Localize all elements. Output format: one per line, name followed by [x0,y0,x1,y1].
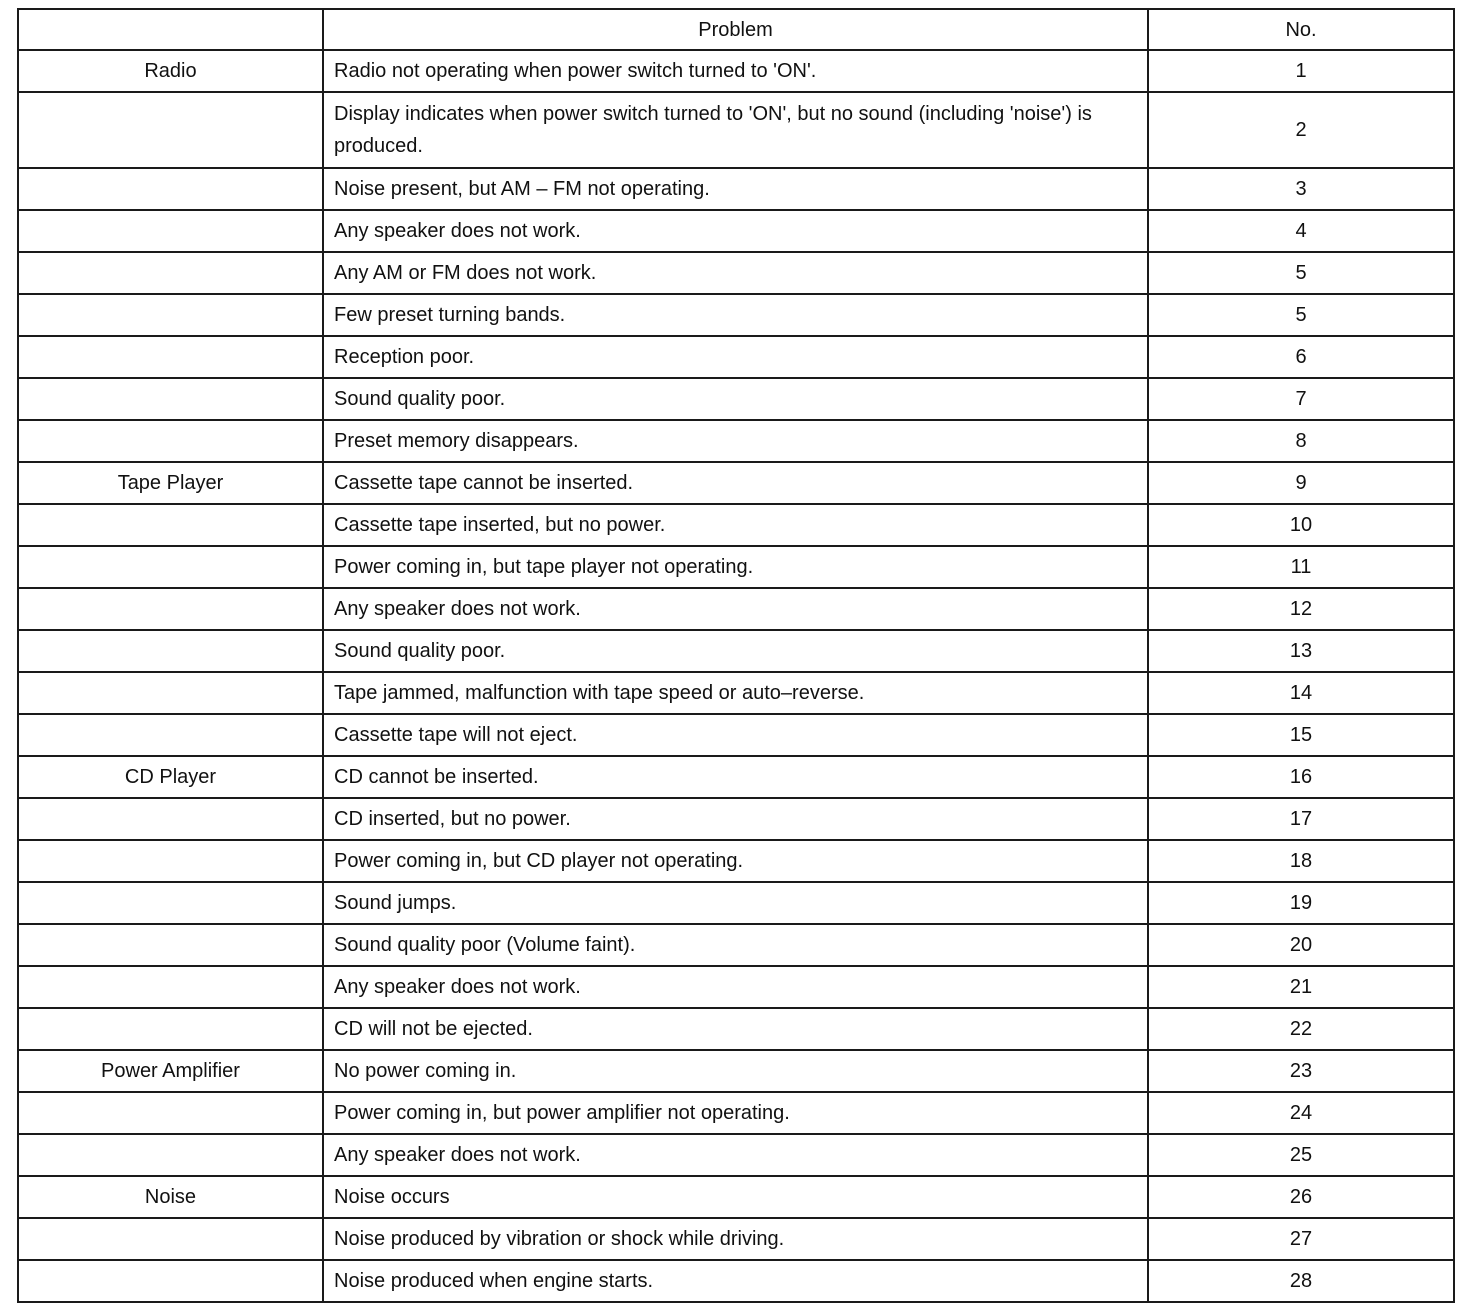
header-category [18,9,323,50]
table-row [18,168,1454,210]
table-row [18,630,1454,672]
problem-cell: Few preset turning bands. [323,294,1148,336]
problem-cell: Any speaker does not work. [323,1134,1148,1176]
number-cell: 18 [1148,840,1454,882]
number-cell: 9 [1148,462,1454,504]
category-cell [18,924,323,966]
table-row [18,966,1454,1008]
problem-cell: Noise produced by vibration or shock while driving. [323,1218,1148,1260]
category-cell [18,378,323,420]
category-cell [18,92,323,168]
category-cell [18,840,323,882]
table-row [18,50,1454,92]
table-row [18,714,1454,756]
table-row [18,420,1454,462]
number-cell: 17 [1148,798,1454,840]
number-cell: 5 [1148,294,1454,336]
number-cell: 10 [1148,504,1454,546]
number-cell: 16 [1148,756,1454,798]
problem-cell: Any speaker does not work. [323,210,1148,252]
category-cell [18,294,323,336]
problem-cell: Any speaker does not work. [323,588,1148,630]
category-cell [18,714,323,756]
problem-cell: Noise occurs [323,1176,1148,1218]
category-cell [18,1218,323,1260]
number-cell: 2 [1148,92,1454,168]
number-cell: 20 [1148,924,1454,966]
problem-cell: CD inserted, but no power. [323,798,1148,840]
problem-cell: No power coming in. [323,1050,1148,1092]
number-cell: 15 [1148,714,1454,756]
number-cell: 25 [1148,1134,1454,1176]
category-cell [18,1008,323,1050]
problem-cell: CD cannot be inserted. [323,756,1148,798]
category-cell [18,420,323,462]
table-row [18,924,1454,966]
table-row [18,1008,1454,1050]
table-row [18,1218,1454,1260]
category-cell [18,1260,323,1302]
category-cell [18,588,323,630]
table-row [18,336,1454,378]
problem-cell: Noise produced when engine starts. [323,1260,1148,1302]
table-row [18,1050,1454,1092]
table-row [18,294,1454,336]
table-row [18,210,1454,252]
category-cell [18,882,323,924]
problem-cell: Power coming in, but CD player not operating. [323,840,1148,882]
category-cell [18,630,323,672]
table-row [18,1260,1454,1302]
number-cell: 11 [1148,546,1454,588]
problem-cell: Radio not operating when power switch turned to 'ON'. [323,50,1148,92]
category-cell [18,1134,323,1176]
number-cell: 26 [1148,1176,1454,1218]
problem-cell: Cassette tape inserted, but no power. [323,504,1148,546]
category-cell: Tape Player [18,462,323,504]
category-cell [18,798,323,840]
table-row [18,92,1454,168]
category-cell [18,252,323,294]
number-cell: 3 [1148,168,1454,210]
table-row [18,252,1454,294]
problem-cell: Tape jammed, malfunction with tape speed or auto–reverse. [323,672,1148,714]
problem-cell: Sound quality poor. [323,378,1148,420]
problem-cell: Any speaker does not work. [323,966,1148,1008]
problem-cell: Cassette tape cannot be inserted. [323,462,1148,504]
number-cell: 24 [1148,1092,1454,1134]
troubleshooting-table [17,8,1455,1303]
category-cell: Radio [18,50,323,92]
category-cell: Power Amplifier [18,1050,323,1092]
number-cell: 27 [1148,1218,1454,1260]
number-cell: 19 [1148,882,1454,924]
number-cell: 22 [1148,1008,1454,1050]
number-cell: 6 [1148,336,1454,378]
table-row [18,588,1454,630]
problem-cell: Cassette tape will not eject. [323,714,1148,756]
category-cell [18,546,323,588]
problem-cell: Sound quality poor (Volume faint). [323,924,1148,966]
number-cell: 21 [1148,966,1454,1008]
table-row [18,1176,1454,1218]
table-row [18,378,1454,420]
table-row [18,798,1454,840]
header-number: No. [1148,9,1454,50]
number-cell: 12 [1148,588,1454,630]
table-row [18,882,1454,924]
category-cell [18,672,323,714]
category-cell [18,168,323,210]
problem-cell: Power coming in, but tape player not operating. [323,546,1148,588]
problem-cell: Preset memory disappears. [323,420,1148,462]
number-cell: 8 [1148,420,1454,462]
number-cell: 13 [1148,630,1454,672]
problem-cell: Any AM or FM does not work. [323,252,1148,294]
table-row [18,1134,1454,1176]
number-cell: 7 [1148,378,1454,420]
category-cell [18,966,323,1008]
problem-cell: Noise present, but AM – FM not operating. [323,168,1148,210]
number-cell: 23 [1148,1050,1454,1092]
table-row [18,504,1454,546]
problem-cell: Reception poor. [323,336,1148,378]
table-row [18,756,1454,798]
problem-cell: Power coming in, but power amplifier not operating. [323,1092,1148,1134]
category-cell [18,504,323,546]
number-cell: 1 [1148,50,1454,92]
table-body [18,50,1454,1302]
category-cell [18,210,323,252]
number-cell: 4 [1148,210,1454,252]
category-cell: CD Player [18,756,323,798]
table-row [18,672,1454,714]
header-row [18,9,1454,50]
problem-cell: Sound jumps. [323,882,1148,924]
problem-cell: Display indicates when power switch turned to 'ON', but no sound (including 'noise') is produced. [323,92,1148,168]
category-cell: Noise [18,1176,323,1218]
table-row [18,462,1454,504]
table-row [18,1092,1454,1134]
table-row [18,546,1454,588]
category-cell [18,336,323,378]
header-problem: Problem [323,9,1148,50]
number-cell: 14 [1148,672,1454,714]
number-cell: 28 [1148,1260,1454,1302]
problem-cell: Sound quality poor. [323,630,1148,672]
table-row [18,840,1454,882]
number-cell: 5 [1148,252,1454,294]
problem-cell: CD will not be ejected. [323,1008,1148,1050]
category-cell [18,1092,323,1134]
